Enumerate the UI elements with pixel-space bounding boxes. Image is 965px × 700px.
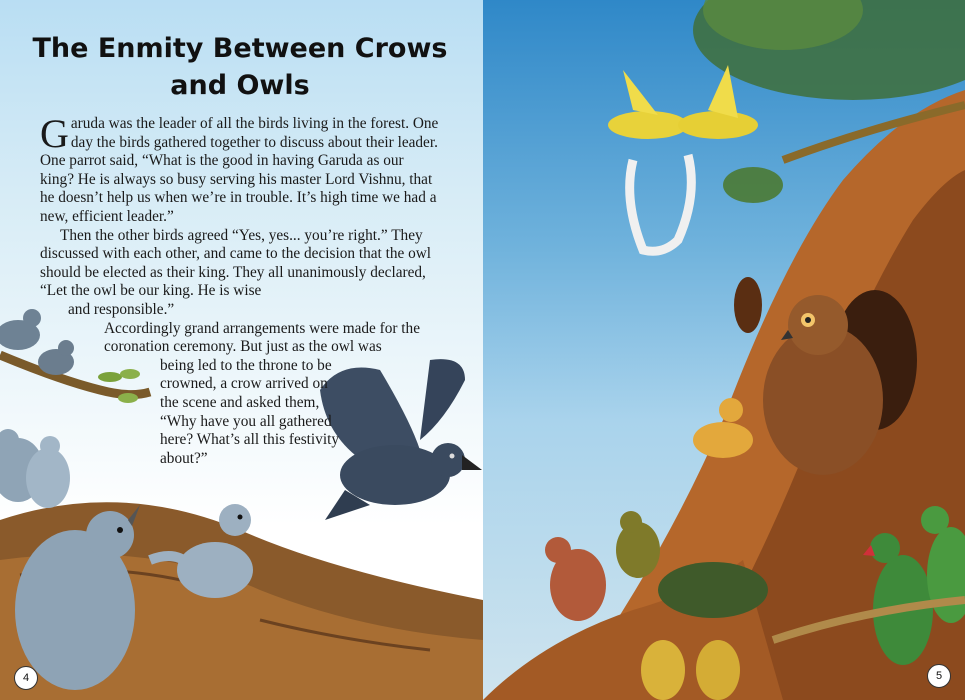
drop-cap: G xyxy=(40,111,69,156)
paragraph-1-text: aruda was the leader of all the birds living in the forest. One day the birds gathered together to discuss about their leader. One parrot said, “What is the good in having Garuda as our king? He is always so busy serving his master Lord Vishnu, that he doesn’t help us when we’re in trouble. It’s high time we had a new, efficient leader.” xyxy=(40,115,439,225)
pigeon xyxy=(177,542,253,598)
paragraph-1 xyxy=(40,111,440,227)
chick xyxy=(641,640,685,700)
story-text xyxy=(40,111,440,468)
paragraph-2-end: and responsible.” xyxy=(68,300,175,318)
paragraph-2: Then the other birds agreed “Yes, yes... you’re right.” They discussed with each other, and came to the decision that the owl should be elected as their king. They all unanimously declared, “Let the owl be our king. He is wise xyxy=(40,226,432,300)
story-title xyxy=(20,30,460,104)
right-page xyxy=(483,0,965,700)
page-number-right: 5 xyxy=(927,664,951,688)
paragraph-3: Accordingly grand arrangements were made for the coronation ceremony. But just as the owl was xyxy=(104,319,420,356)
nest xyxy=(658,562,768,618)
chick xyxy=(696,640,740,700)
yellow-chick xyxy=(693,422,753,458)
flower-garland xyxy=(630,155,692,251)
title-line-1: The Enmity Between Crows xyxy=(32,33,448,64)
right-page-illustration xyxy=(483,0,965,700)
page-number-left: 4 xyxy=(14,666,38,690)
paragraph-3-continued: being led to the throne to be crowned, a crow arrived on the scene and asked them, “Why have you all gathered here? What’s all this festivity about?” xyxy=(160,356,339,467)
title-line-2: and Owls xyxy=(170,70,310,101)
